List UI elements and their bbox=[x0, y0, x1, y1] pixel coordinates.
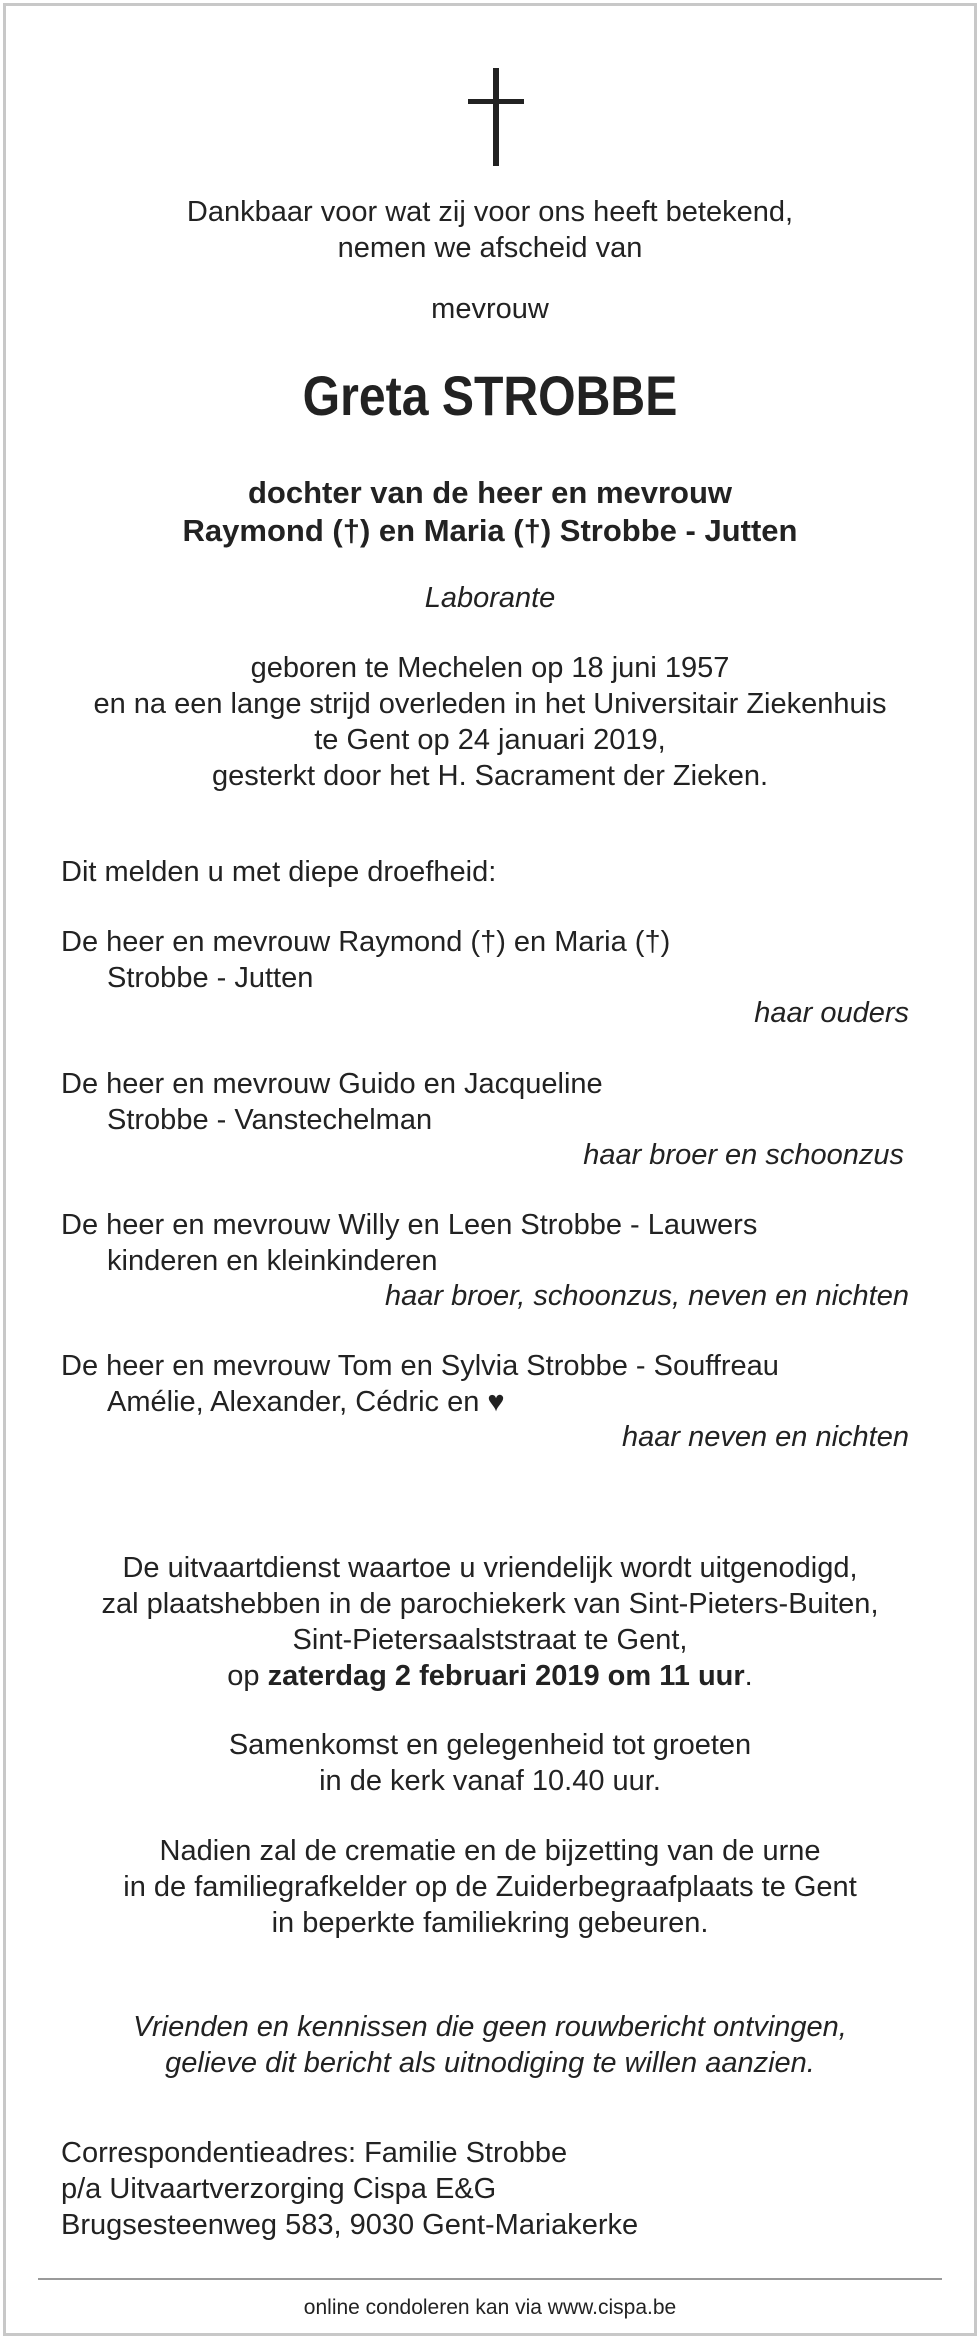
service-date-suffix: . bbox=[744, 1660, 753, 1692]
parentage-line-2: Raymond (†) en Maria (†) Strobbe - Jutten bbox=[182, 513, 798, 548]
family-entry bbox=[61, 1348, 919, 1420]
service-line-3: Sint-Pietersaalststraat te Gent, bbox=[292, 1624, 688, 1656]
birth-line-4: gesterkt door het H. Sacrament der Zieken. bbox=[211, 760, 769, 792]
honorific-text: mevrouw bbox=[431, 293, 549, 325]
family-relation: haar ouders bbox=[754, 997, 909, 1029]
friends-line-1: Vrienden en kennissen die geen rouwbericht ontvingen, bbox=[133, 2011, 847, 2043]
funeral-service bbox=[6, 1550, 974, 1694]
birth-line-2: en na een lange strijd overleden in het Universitair Ziekenhuis bbox=[93, 688, 887, 720]
deceased-name-block bbox=[6, 364, 974, 428]
cremation-line-3: in beperkte familiekring gebeuren. bbox=[271, 1907, 709, 1939]
correspondence-line-2: p/a Uitvaartverzorging Cispa E&G bbox=[61, 2173, 497, 2205]
family-relation: haar broer en schoonzus bbox=[583, 1139, 904, 1171]
cremation-line-1: Nadien zal de crematie en de bijzetting van de urne bbox=[159, 1835, 821, 1867]
family-entry bbox=[61, 924, 919, 996]
family-entry-line-2: Strobbe - Vanstechelman bbox=[107, 1104, 433, 1136]
correspondence-line-3: Brugsesteenweg 583, 9030 Gent-Mariakerke bbox=[61, 2209, 639, 2241]
announcement bbox=[61, 854, 919, 890]
family-entry-line-2: Strobbe - Jutten bbox=[107, 962, 314, 994]
family-entry-line-2: kinderen en kleinkinderen bbox=[107, 1245, 438, 1277]
intro-text bbox=[6, 194, 974, 266]
announcement-text: Dit melden u met diepe droefheid: bbox=[61, 856, 497, 888]
service-line-1: De uitvaartdienst waartoe u vriendelijk wordt uitgenodigd, bbox=[122, 1552, 858, 1584]
birth-line-3: te Gent op 24 januari 2019, bbox=[314, 724, 666, 756]
parentage bbox=[6, 474, 974, 550]
intro-line-2: nemen we afscheid van bbox=[337, 232, 643, 264]
family-entry bbox=[61, 1066, 919, 1138]
family-entry-line-1: De heer en mevrouw Tom en Sylvia Strobbe - Souffreau bbox=[61, 1350, 779, 1382]
family-entry bbox=[61, 1207, 919, 1279]
footer-divider bbox=[38, 2278, 942, 2280]
service-date: zaterdag 2 februari 2019 om 11 uur bbox=[267, 1660, 745, 1692]
cremation-info bbox=[6, 1833, 974, 1941]
family-entry-line-1: De heer en mevrouw Willy en Leen Strobbe - Lauwers bbox=[61, 1209, 758, 1241]
family-entry-line-1: De heer en mevrouw Raymond (†) en Maria (†) bbox=[61, 926, 671, 958]
footer-condolence-link[interactable]: online condoleren kan via www.cispa.be bbox=[303, 2296, 677, 2319]
parentage-line-1: dochter van de heer en mevrouw bbox=[247, 475, 733, 510]
friends-line-2: gelieve dit bericht als uitnodiging te willen aanzien. bbox=[165, 2047, 815, 2079]
cross-icon bbox=[468, 68, 524, 166]
birth-line-1: geboren te Mechelen op 18 juni 1957 bbox=[250, 652, 730, 684]
correspondence-address bbox=[61, 2135, 919, 2243]
deceased-name: Greta STROBBE bbox=[302, 364, 678, 427]
service-date-prefix: op bbox=[227, 1660, 268, 1692]
cremation-line-2: in de familiegrafkelder op de Zuiderbegraafplaats te Gent bbox=[123, 1871, 857, 1903]
service-line-4 bbox=[6, 1658, 974, 1694]
friends-notice bbox=[6, 2009, 974, 2081]
birth-death-info bbox=[6, 650, 974, 794]
intro-line-1: Dankbaar voor wat zij voor ons heeft betekend, bbox=[186, 196, 794, 228]
gathering-info bbox=[6, 1727, 974, 1799]
profession-text: Laborante bbox=[424, 582, 556, 614]
obituary-card bbox=[3, 3, 977, 2336]
profession bbox=[6, 580, 974, 616]
family-entry-line-2: Amélie, Alexander, Cédric en ♥ bbox=[107, 1386, 505, 1418]
family-relation: haar broer, schoonzus, neven en nichten bbox=[385, 1280, 909, 1312]
family-relation: haar neven en nichten bbox=[622, 1421, 909, 1453]
service-line-2: zal plaatshebben in de parochiekerk van Sint-Pieters-Buiten, bbox=[101, 1588, 879, 1620]
correspondence-line-1: Correspondentieadres: Familie Strobbe bbox=[61, 2137, 568, 2169]
family-entry-line-1: De heer en mevrouw Guido en Jacqueline bbox=[61, 1068, 603, 1100]
honorific bbox=[6, 291, 974, 327]
gathering-line-1: Samenkomst en gelegenheid tot groeten bbox=[228, 1729, 752, 1761]
gathering-line-2: in de kerk vanaf 10.40 uur. bbox=[319, 1765, 661, 1797]
